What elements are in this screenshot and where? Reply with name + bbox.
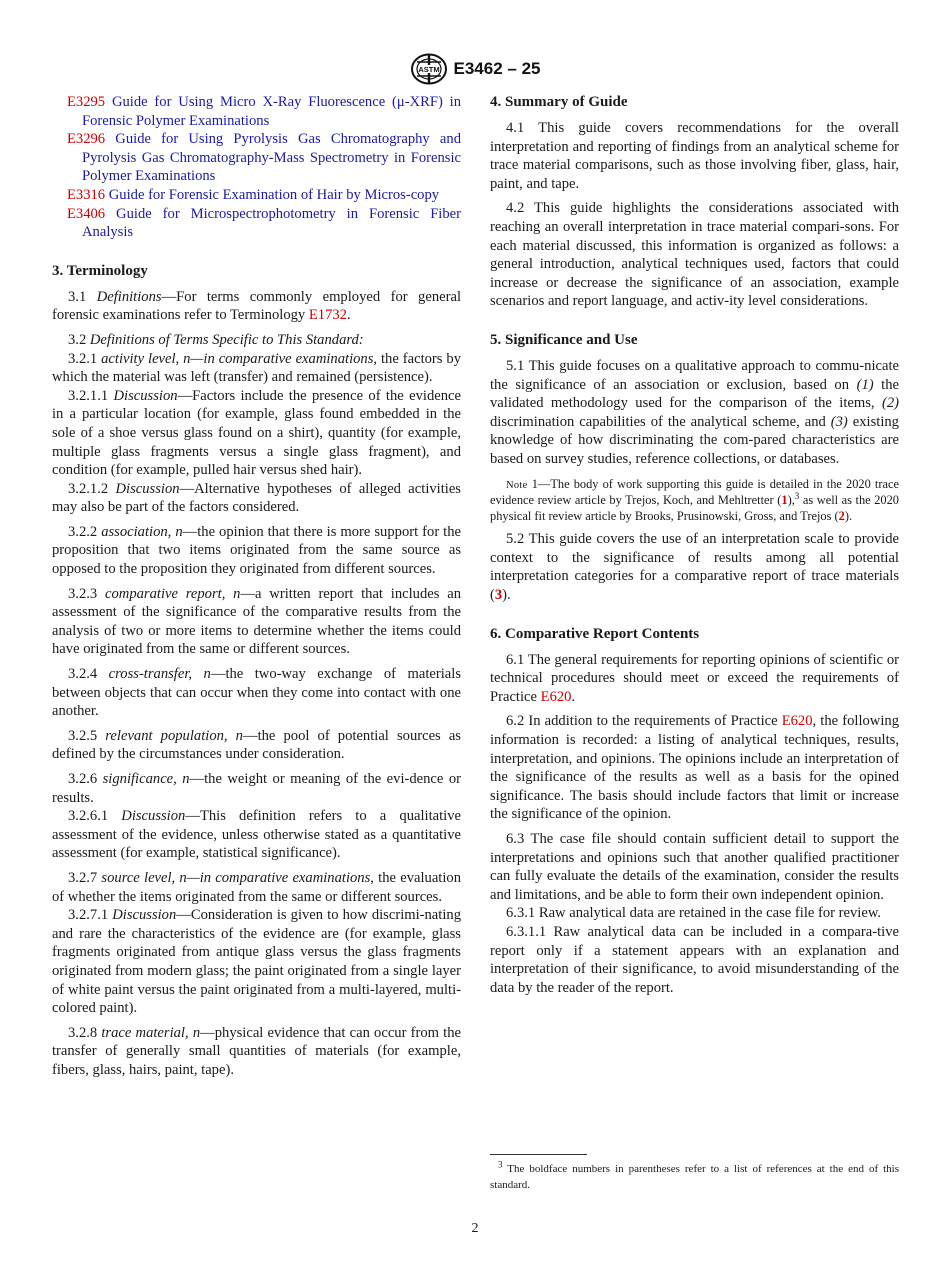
footnote-3: $^3$ The boldface numbers in parentheses refer to a list of references at the end of this standard. [490,1159,899,1191]
e620-link[interactable]: E620 [781,713,813,730]
paragraph-3-2-3: 3.2.3 comparative report, n—a written report that includes an assessment of the significance of the comparative results from the analysis of two or more items to determine whether the items could have originated from the same or different sources. [52,585,461,658]
footnote-3-marker[interactable]: 3 [794,490,800,501]
paragraph-3-2-8: 3.2.8 trace material, n—physical evidence that can occur from the transfer of generally small quantities of materials (for example, fibers, glass, hairs, paint, tape). [52,1024,462,1078]
standard-designation: E3462 – 25 [453,59,541,78]
paragraph-3-2-6: 3.2.6 significance, n—the weight or meaning of the evi-dence or results. [52,771,461,806]
paragraph-3-2: 3.2 Definitions of Terms Specific to This Standard: [68,331,364,348]
paragraph-3-1: 3.1 Definitions—For terms commonly employed for general forensic examinations refer to Terminology E1732. [52,288,461,324]
reference-item[interactable]: E3295 Guide for Using Micro X-Ray Fluorescence (μ-XRF) in Forensic Polymer Examinations [67,94,461,129]
paragraph-4-1: 4.1 This guide covers recommendations for the overall interpretation and reporting of findings from an analytical scheme for trace material comparisons, such as those involving fiber, glass, hair, paint, and tape. [490,120,899,192]
reference-item[interactable]: E3406 Guide for Microspectrophotometry in Forensic Fiber Analysis [67,205,461,241]
reference-3-link[interactable]: 3 [494,587,503,604]
section-heading-report-contents: 6. Comparative Report Contents [490,625,700,642]
left-column [52,93,461,1080]
section-heading-summary: 4. Summary of Guide [490,94,628,110]
paragraph-3-2-1-1: 3.2.1.1 Discussion—Factors include the presence of the evidence in a particular location (for example, glass found embedded in the sole of a shoe versus glass found on a shirt), quantity (for example, multiple glass fragments versus a single glass fragment), and condition (for example, pulled hair versus shed hair). [52,387,461,479]
paragraph-6-3: 6.3 The case file should contain sufficient detail to support the interpretations and opinions such that another qualified practitioner can fully evaluate the details of the examination, consider the results and limitations, and be able to form their own independent opinion. [490,831,899,903]
paragraph-3-2-1: 3.2.1 activity level, n—in comparative examinations, the factors by which the material was left (transfer) and remained (persistence). [52,350,461,386]
paragraph-6-3-1: 6.3.1 Raw analytical data are retained in the case file for review. [506,905,882,922]
note-1: Note 1—The body of work supporting this guide is detailed in the 2020 trace evidence review article by Trejos, Koch, and Mehltretter (1),$^3$ as well as the 2020 physical fit review article by Brooks, Prusinowski, Gross, and Trejos (2). [490,476,899,523]
reference-1-link[interactable]: 1 [781,493,788,508]
page-header [0,52,950,86]
paragraph-6-1: 6.1 The general requirements for reporting opinions of scientific or technical procedures should meet or exceed the requirements of Practice E620. [490,651,899,705]
paragraph-3-2-5: 3.2.5 relevant population, n—the pool of potential sources as defined by the circumstances under consideration. [52,727,461,763]
paragraph-3-2-1-2: 3.2.1.2 Discussion—Alternative hypotheses of alleged activities may also be part of the factors considered. [52,480,461,516]
svg-text:ASTM: ASTM [417,65,440,74]
reference-2-link[interactable]: 2 [838,508,845,523]
paragraph-3-2-4: 3.2.4 cross-transfer, n—the two-way exchange of materials between objects that can occur when they come into contact with one another. [52,666,461,720]
paragraph-6-3-1-1: 6.3.1.1 Raw analytical data can be included in a compara-tive report only if a statement appears with an explanation and interpretation of their significance, to avoid misunderstanding of the data by the reader of the report. [490,923,899,996]
section-heading-significance: 5. Significance and Use [490,331,638,348]
paragraph-5-2: 5.2 This guide covers the use of an interpretation scale to provide context to the significance of results among all potential interpretation categories for a comparative report of trace materials (3). [490,531,899,604]
astm-logo-icon [410,53,448,85]
e620-link[interactable]: E620 [540,688,572,705]
page-number: 2 [471,1221,479,1236]
right-column [490,93,899,997]
paragraph-3-2-7: 3.2.7 source level, n—in comparative examinations, the evaluation of whether the items originated from the same or different sources. [52,869,461,905]
paragraph-3-2-2: 3.2.2 association, n—the opinion that there is more support for the proposition that two items originated from the same source as opposed to the proposition they originated from different sources. [52,523,461,578]
footnote-divider [490,1154,587,1155]
paragraph-4-2: 4.2 This guide highlights the considerations associated with reaching an overall interpretation in trace material compari-sons. For each material discussed, this information is organized as follows: a general introduction, analytical techniques used, factors that could increase or decrease the significance of an association, example scenarios and report language, and activ-ity level considerations. [490,200,899,310]
paragraph-6-2: 6.2 In addition to the requirements of Practice E620, the following information is recorded: a listing of analytical techniques, results, interpretation, and opinions. The opinions include an interpretation of the significance of the results as well as a basis for the opined significance. The basis should include factors that limit or increase the significance of the opinion. [490,713,899,823]
paragraph-3-2-7-1: 3.2.7.1 Discussion—Consideration is given to how discrimi-nating and rare the characteristics of the evidence are (for example, glass fragments originated from antique glass versus the glass fragments originated from modern glass; the paint originated from a single layer of white paint versus the paint originated from a multi-layered, multi-colored paint). [52,907,461,1017]
section-heading-terminology: 3. Terminology [52,262,148,279]
reference-item[interactable]: E3316 Guide for Forensic Examination of Hair by Micros-copy [67,186,440,203]
paragraph-5-1: 5.1 This guide focuses on a qualitative approach to commu-nicate the significance of an association or exclusion, based on (1) the validated methodology used for the comparison of the items, (2) discrimination capabilities of the analytical scheme, and (3) existing knowledge of how discriminating the com-pared characteristics are based on survey studies, reference collections, or databases. [490,357,899,467]
e1732-link[interactable]: E1732 [308,307,347,324]
reference-item[interactable]: E3296 Guide for Using Pyrolysis Gas Chromatography and Pyrolysis Gas Chromatography-Mass Spectrometry in Forensic Polymer Examinations [67,131,461,185]
paragraph-3-2-6-1: 3.2.6.1 Discussion—This definition refers to a qualitative assessment of the evidence, unless otherwise stated as a quantitative assessment (for example, statistical significance). [52,808,461,862]
